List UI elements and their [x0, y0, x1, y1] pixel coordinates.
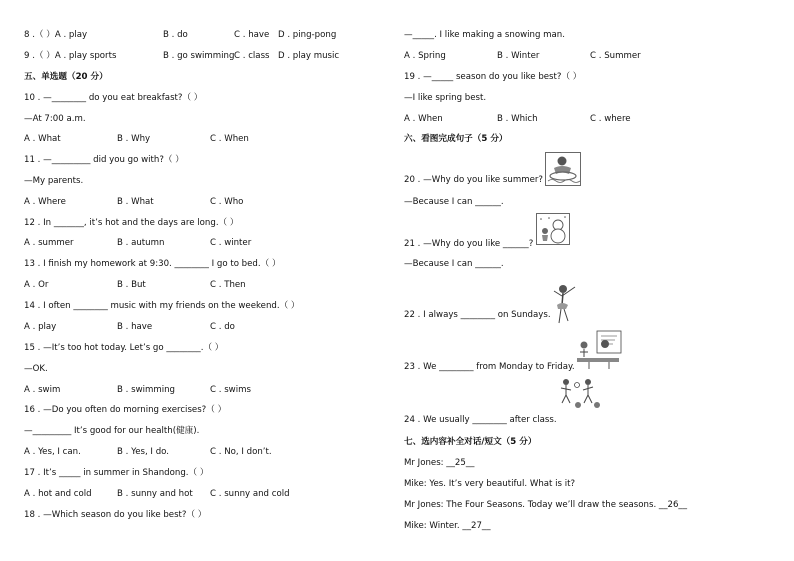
- q17-option-c[interactable]: C . sunny and cold: [210, 489, 290, 499]
- q18-stem: 18 . —Which season do you like best?（ ）: [24, 510, 207, 520]
- q16-option-a[interactable]: A . Yes, I can.: [24, 447, 81, 457]
- q12-option-c[interactable]: C . winter: [210, 238, 252, 248]
- q12-option-a[interactable]: A . summer: [24, 238, 74, 248]
- q18-answer-line: —_____. I like making a snowing man.: [404, 30, 565, 40]
- q8-option-d[interactable]: D . ping-pong: [278, 30, 337, 40]
- swimming-picture: [545, 152, 581, 186]
- q15-answer-line: —OK.: [24, 364, 48, 374]
- q15-option-c[interactable]: C . swims: [210, 385, 251, 395]
- dialogue-line-2: Mike: Yes. It’s very beautiful. What is it?: [404, 479, 576, 489]
- q11-option-b[interactable]: B . What: [117, 197, 154, 207]
- q19-answer-line: —I like spring best.: [404, 93, 487, 103]
- dancing-picture: [549, 281, 583, 325]
- classroom-picture: [575, 330, 623, 370]
- q17-option-a[interactable]: A . hot and cold: [24, 489, 92, 499]
- q13-option-c[interactable]: C . Then: [210, 280, 246, 290]
- q11-option-c[interactable]: C . Who: [210, 197, 244, 207]
- q21-stem: 21 . —Why do you like ______?: [404, 239, 534, 249]
- q12-option-b[interactable]: B . autumn: [117, 238, 165, 248]
- q10-answer-line: —At 7:00 a.m.: [24, 114, 86, 124]
- q15-stem: 15 . —It’s too hot today. Let’s go ________.（ ）: [24, 343, 224, 353]
- q16-option-b[interactable]: B . Yes, I do.: [117, 447, 169, 457]
- snowman-picture: [536, 213, 570, 245]
- q20-answer-line: —Because I can ______.: [404, 197, 504, 207]
- dialogue-line-4: Mike: Winter. __27__: [404, 521, 491, 531]
- dialogue-line-1: Mr Jones: __25__: [404, 458, 475, 468]
- q20-stem: 20 . —Why do you like summer?: [404, 175, 543, 185]
- q9-option-d[interactable]: D . play music: [278, 51, 340, 61]
- q10-stem: 10 . —________ do you eat breakfast?（ ）: [24, 93, 203, 103]
- q23-stem: 23 . We ________ from Monday to Friday.: [404, 362, 575, 372]
- q18-option-a[interactable]: A . Spring: [404, 51, 446, 61]
- dialogue-line-3: Mr Jones: The Four Seasons. Today we’ll draw the seasons. __26__: [404, 500, 688, 510]
- q8-option-c[interactable]: C . have: [234, 30, 270, 40]
- q11-answer-line: —My parents.: [24, 176, 84, 186]
- q8-stem: 8 .（ ）A . play: [24, 30, 88, 40]
- q10-option-a[interactable]: A . What: [24, 134, 61, 144]
- q15-option-b[interactable]: B . swimming: [117, 385, 176, 395]
- q18-option-c[interactable]: C . Summer: [590, 51, 641, 61]
- q13-stem: 13 . I finish my homework at 9:30. ________ I go to bed.（ ）: [24, 259, 281, 269]
- q14-option-a[interactable]: A . play: [24, 322, 57, 332]
- q21-answer-line: —Because I can ______.: [404, 259, 504, 269]
- q14-option-b[interactable]: B . have: [117, 322, 153, 332]
- q18-option-b[interactable]: B . Winter: [497, 51, 540, 61]
- q9-option-b[interactable]: B . go swimming: [163, 51, 235, 61]
- q10-option-c[interactable]: C . When: [210, 134, 249, 144]
- q24-stem: 24 . We usually ________ after class.: [404, 415, 557, 425]
- q11-stem: 11 . —_________ did you go with?（ ）: [24, 155, 184, 165]
- q17-option-b[interactable]: B . sunny and hot: [117, 489, 193, 499]
- q11-option-a[interactable]: A . Where: [24, 197, 66, 207]
- q15-option-a[interactable]: A . swim: [24, 385, 61, 395]
- q12-stem: 12 . In _______, it’s hot and the days are long.（ ）: [24, 218, 239, 228]
- q19-option-a[interactable]: A . When: [404, 114, 443, 124]
- q16-option-c[interactable]: C . No, I don’t.: [210, 447, 272, 457]
- q13-option-b[interactable]: B . But: [117, 280, 146, 290]
- q8-option-b[interactable]: B . do: [163, 30, 188, 40]
- section-6-heading: 六、看图完成句子（5 分）: [404, 134, 508, 144]
- q10-option-b[interactable]: B . Why: [117, 134, 151, 144]
- section-5-heading: 五、单选题（20 分）: [24, 72, 108, 82]
- q16-stem: 16 . —Do you often do morning exercises?（ ）: [24, 405, 227, 415]
- q9-stem: 9 .（ ）A . play sports: [24, 51, 117, 61]
- q9-option-c[interactable]: C . class: [234, 51, 270, 61]
- q13-option-a[interactable]: A . Or: [24, 280, 49, 290]
- q19-option-b[interactable]: B . Which: [497, 114, 538, 124]
- q22-stem: 22 . I always ________ on Sundays.: [404, 310, 551, 320]
- section-7-heading: 七、选内容补全对话/短文（5 分）: [404, 437, 537, 447]
- q19-option-c[interactable]: C . where: [590, 114, 631, 124]
- q17-stem: 17 . It’s _____ in summer in Shandong.（ ）: [24, 468, 209, 478]
- q14-option-c[interactable]: C . do: [210, 322, 235, 332]
- q16-answer-line: —_________ It’s good for our health(健康).: [24, 426, 200, 436]
- playing-ball-picture: [556, 375, 604, 411]
- q19-stem: 19 . —_____ season do you like best?（ ）: [404, 72, 582, 82]
- q14-stem: 14 . I often ________ music with my friends on the weekend.（ ）: [24, 301, 300, 311]
